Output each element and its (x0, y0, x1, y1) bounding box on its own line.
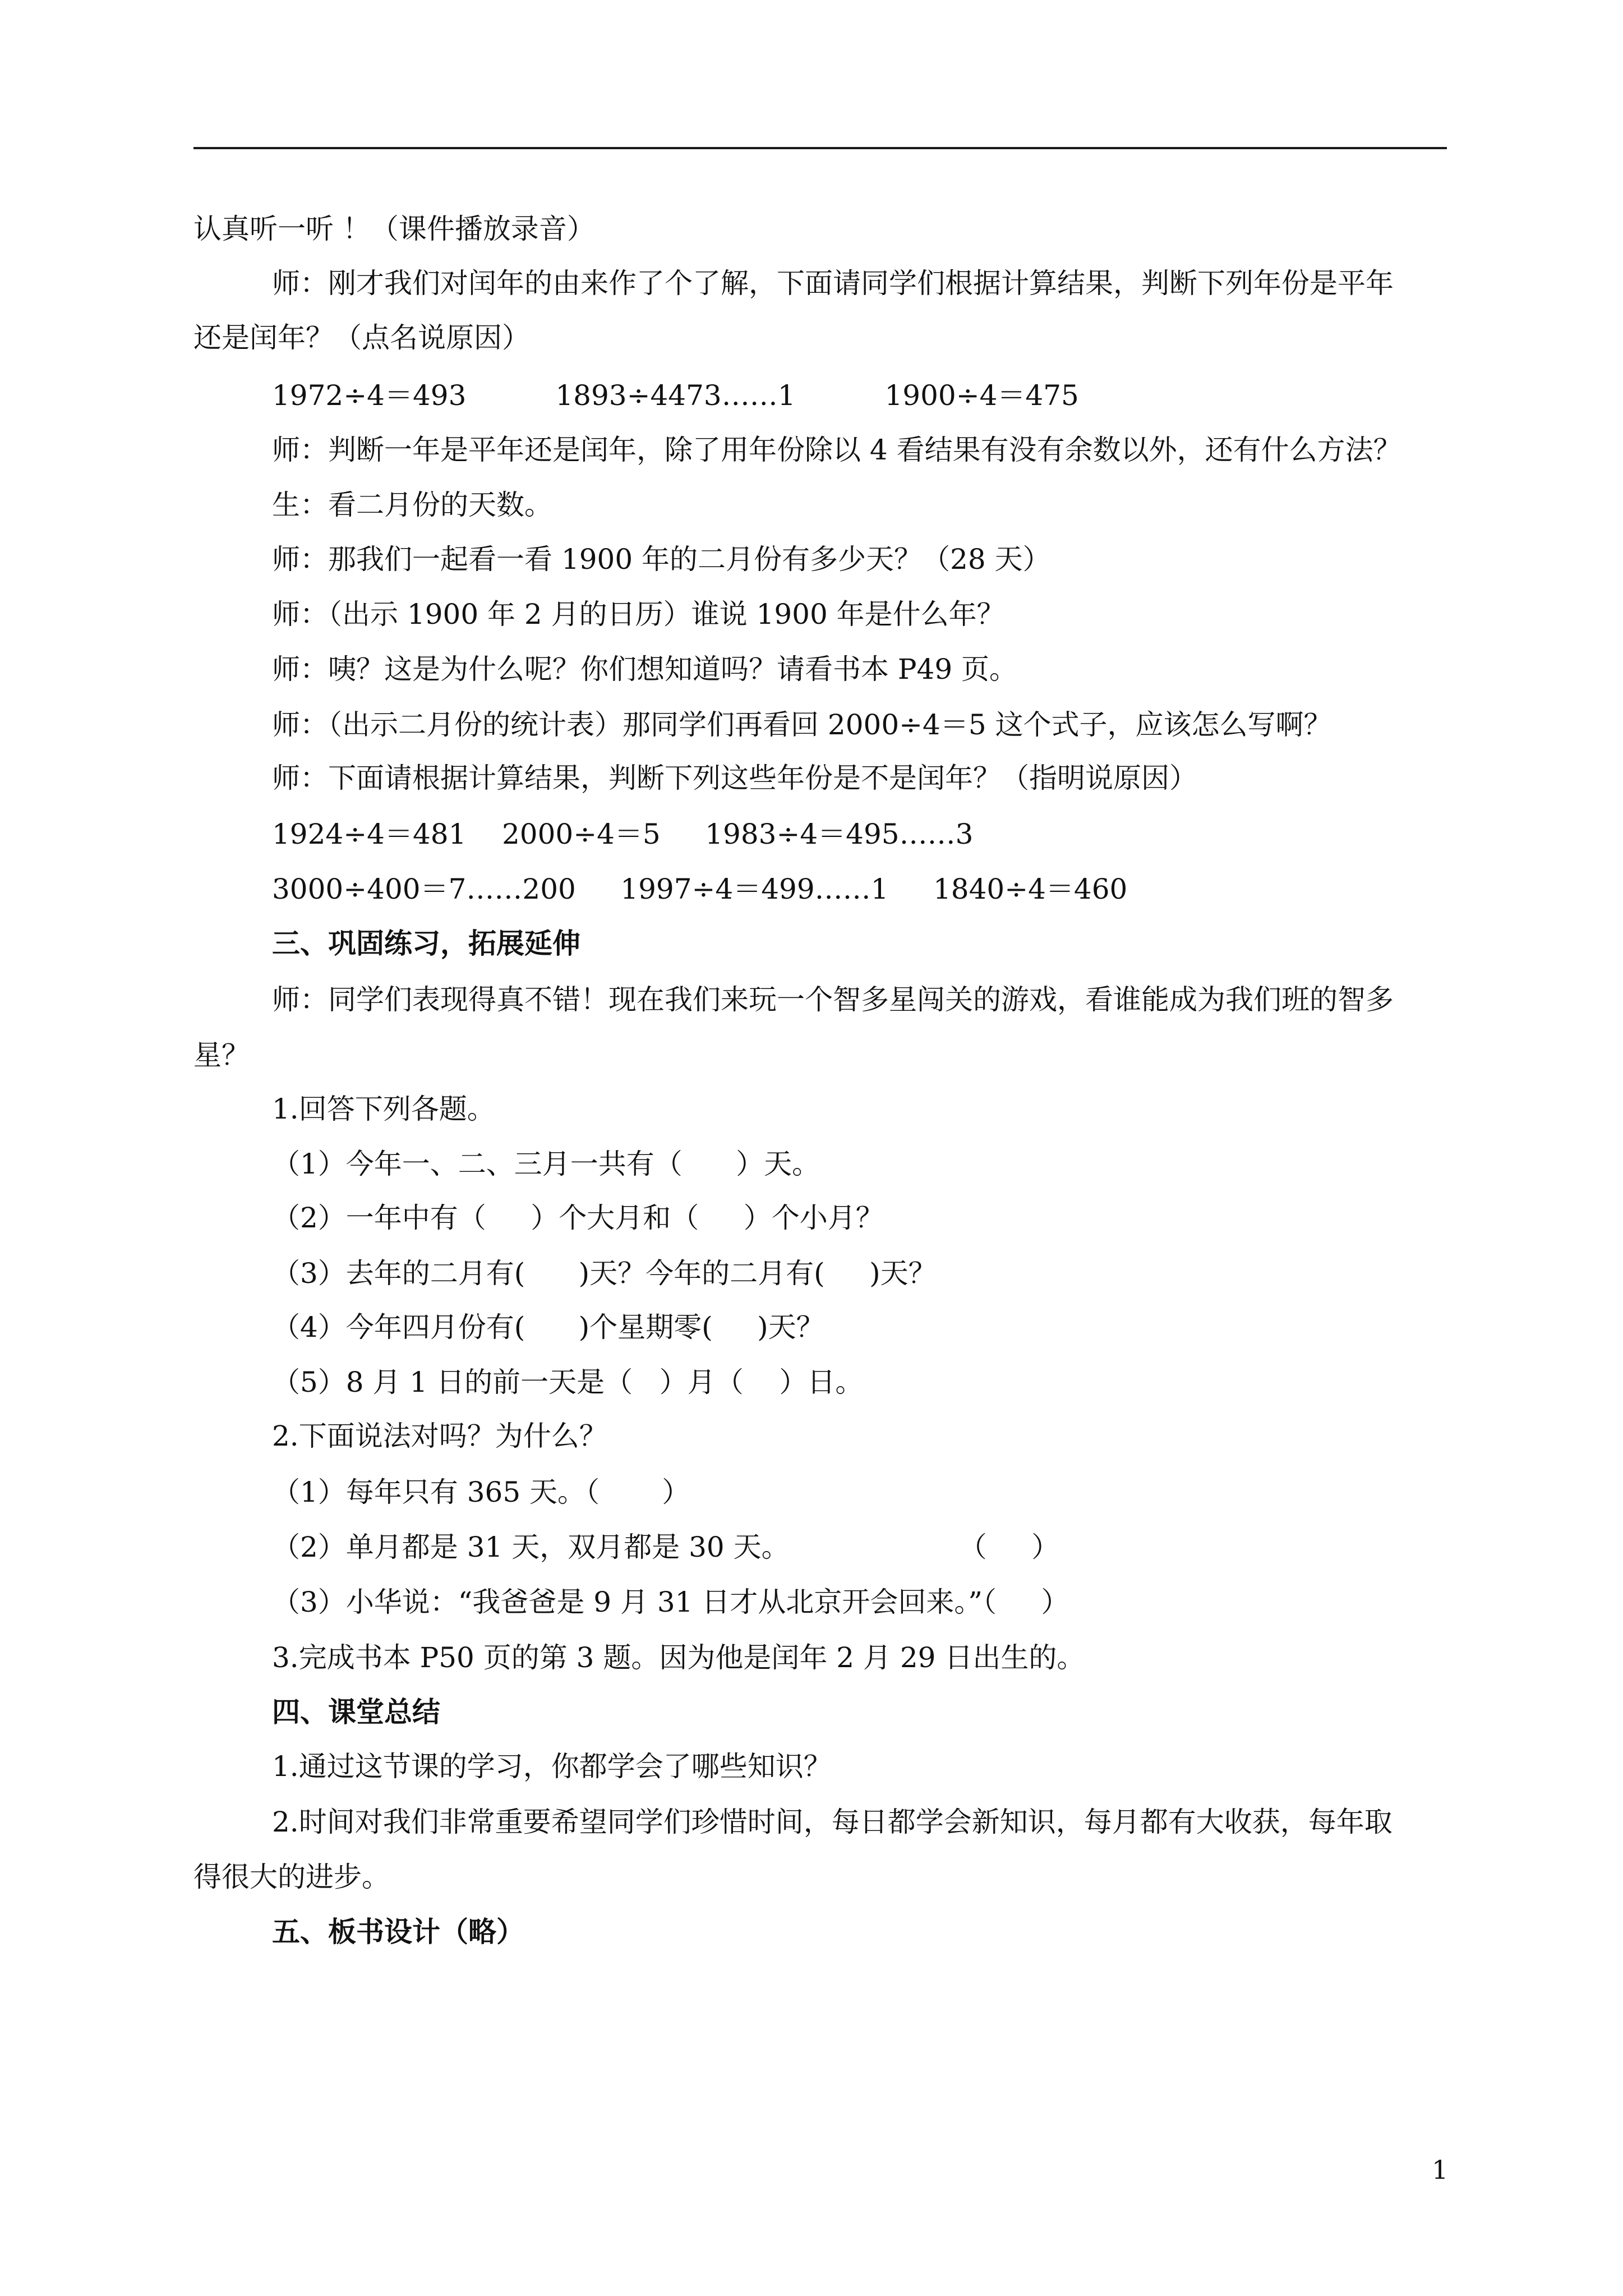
question-item: （5）8 月 1 日的前一天是（ ）月（ ）日。 (272, 1366, 864, 1398)
text-line: 得很大的进步。 (193, 1861, 390, 1893)
text-line: 2.时间对我们非常重要希望同学们珍惜时间，每日都学会新知识，每月都有大收获，每年取 (272, 1806, 1393, 1838)
question-item: （1）今年一、二、三月一共有（ ）天。 (272, 1148, 820, 1180)
text-line: 生：看二月份的天数。 (272, 489, 552, 521)
header-rule (193, 147, 1447, 149)
question-item: （3）去年的二月有( )天？今年的二月有( )天？ (272, 1257, 937, 1290)
text-line: 师：那我们一起看一看 1900 年的二月份有多少天？（28 天） (272, 543, 1051, 576)
question-heading: 1.回答下列各题。 (272, 1093, 495, 1125)
text-line: 师：同学们表现得真不错！现在我们来玩一个智多星闯关的游戏，看谁能成为我们班的智多 (272, 983, 1394, 1016)
page-number: 1 (1432, 2155, 1449, 2185)
question-heading: 3.完成书本 P50 页的第 3 题。因为他是闰年 2 月 29 日出生的。 (272, 1641, 1085, 1674)
text-line: 师：（出示二月份的统计表）那同学们再看回 2000÷4＝5 这个式子，应该怎么写啊？ (272, 708, 1332, 741)
question-item: （2）一年中有（ ）个大月和（ ）个小月？ (272, 1202, 884, 1234)
section-heading: 五、板书设计（略） (272, 1915, 524, 1948)
question-item: （2）单月都是 31 天，双月都是 30 天。 （ ） (272, 1531, 1060, 1563)
question-item: （3）小华说：“我爸爸是 9 月 31 日才从北京开会回来。”（ ） (272, 1586, 1069, 1618)
equation-line: 3000÷400＝7……200 1997÷4＝499……1 1840÷4＝460 (272, 873, 1128, 905)
question-item: （4）今年四月份有( )个星期零( )天？ (272, 1311, 824, 1343)
section-heading: 三、巩固练习，拓展延伸 (272, 927, 580, 960)
text-line: 师：咦？这是为什么呢？你们想知道吗？请看书本 P49 页。 (272, 653, 1018, 685)
text-line: 星？ (193, 1039, 250, 1071)
text-line: 还是闰年？（点名说原因） (193, 321, 530, 354)
text-line: 师：（出示 1900 年 2 月的日历）谁说 1900 年是什么年？ (272, 598, 1005, 631)
text-line: 师：刚才我们对闰年的由来作了个了解，下面请同学们根据计算结果，判断下列年份是平年 (272, 267, 1394, 300)
text-line: 1.通过这节课的学习，你都学会了哪些知识？ (272, 1750, 832, 1783)
question-heading: 2.下面说法对吗？为什么？ (272, 1420, 607, 1452)
equation-line: 1924÷4＝481 2000÷4＝5 1983÷4＝495……3 (272, 818, 974, 850)
section-heading: 四、课堂总结 (272, 1695, 440, 1728)
equation-line: 1972÷4＝493 1893÷4473……1 1900÷4＝475 (272, 379, 1079, 412)
text-line: 师：下面请根据计算结果，判断下列这些年份是不是闰年？（指明说原因） (272, 762, 1197, 794)
question-item: （1）每年只有 365 天。（ ） (272, 1476, 690, 1508)
text-line: 师：判断一年是平年还是闰年，除了用年份除以 4 看结果有没有余数以外，还有什么方法？ (272, 434, 1401, 466)
text-line: 认真听一听 ！（课件播放录音） (193, 213, 595, 245)
